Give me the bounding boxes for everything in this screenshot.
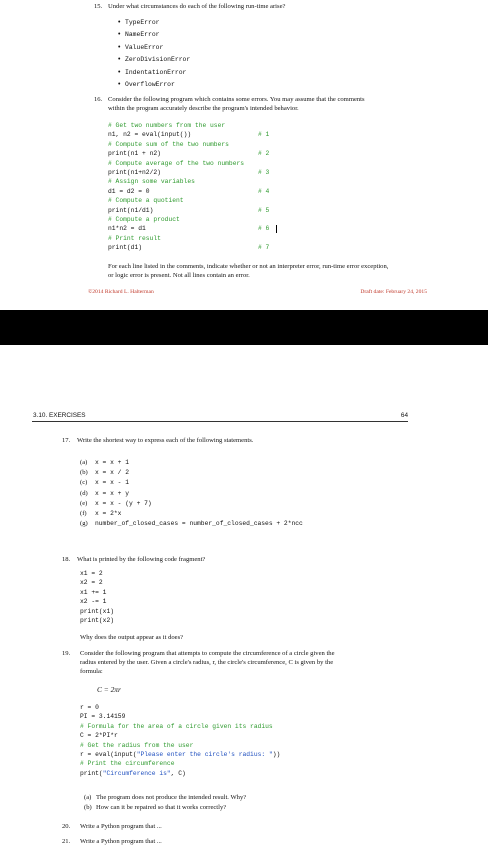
code-line: x2 -= 1 [80, 598, 107, 606]
code-line: r = 0 [80, 704, 99, 711]
line-number-comment: # 7 [258, 244, 270, 252]
part-code: x = x + y [95, 489, 130, 497]
q19-text-line2: radius entered by the user. Given a circle's radius, r, the circle's circumference, C is given by the [80, 659, 334, 666]
q17-text: Write the shortest way to express each of the following statements. [77, 437, 254, 444]
error-item: • OverflowError [118, 79, 190, 91]
code-comment [108, 215, 278, 224]
code-string: "Circumference is" [102, 769, 171, 777]
part-code: x = x + 1 [95, 459, 130, 466]
code-text: print(n1/d1) [108, 206, 154, 214]
q15-text: Under what circumstances do each of the following run-time arise? [108, 3, 286, 10]
page-top [0, 0, 488, 310]
code-comment: # Get the radius from the user [80, 741, 194, 749]
q19-part-a [84, 794, 246, 802]
code-text: print(n1+n2/2) [108, 168, 161, 176]
q20-text: Write a Python program that ... [80, 823, 162, 830]
code-comment [108, 177, 278, 186]
header-rule [32, 421, 408, 422]
q18-number: 18. [62, 556, 71, 563]
q16-text-line1: Consider the following program which contains some errors. You may assume that the comments [108, 96, 365, 103]
q18-code-block [80, 569, 114, 625]
q19-code-block [80, 703, 280, 778]
code-text: # Print result [108, 234, 161, 242]
code-comment [108, 121, 278, 130]
code-comment [108, 159, 278, 168]
code-line [108, 206, 278, 215]
draft-date-footer: Draft date: February 24, 2015 [360, 289, 427, 295]
line-number-comment: # 5 [258, 206, 270, 214]
code-text: # Get two numbers from the user [108, 122, 226, 129]
code-line: print(x1) [80, 607, 115, 615]
code-line: x1 = 2 [80, 570, 103, 577]
error-item: • NameError [118, 29, 190, 41]
q16-text-line2: within the program accurately describe the program's intended behavior. [108, 105, 299, 112]
line-number-comment: # 2 [258, 150, 270, 158]
code-fragment: )) [272, 751, 281, 759]
code-text: # Compute average of the two numbers [108, 159, 245, 167]
q19-part-b [84, 804, 226, 812]
code-text: d1 = d2 = 0 [108, 187, 150, 195]
code-line [108, 243, 278, 252]
q16-code-block [108, 121, 278, 252]
part-code: x = 2*x [95, 509, 122, 517]
line-number-comment: # 4 [258, 187, 270, 195]
code-line: x2 = 2 [80, 579, 103, 587]
code-string: "Please enter the circle's radius: " [136, 751, 273, 759]
code-text: print(n1 + n2) [108, 150, 161, 158]
code-comment [108, 140, 278, 149]
line-number-comment: # 1 [258, 131, 270, 139]
part-code: x = x - 1 [95, 479, 130, 487]
code-line [108, 224, 278, 233]
part-label: (b) [80, 469, 88, 477]
part-label: (e) [80, 499, 88, 507]
code-line [108, 187, 278, 196]
line-number-comment: # 3 [258, 168, 270, 176]
part-text: The program does not produce the intended result. Why? [96, 794, 247, 801]
section-header: 3.10. EXERCISES [33, 412, 86, 419]
q19-number: 19. [62, 650, 71, 657]
code-line [80, 769, 280, 778]
code-text: # Assign some variables [108, 178, 195, 186]
error-item: • IndentationError [118, 67, 190, 79]
part-code: x = x / 2 [95, 469, 130, 477]
q18-followup: Why does the output appear as it does? [80, 634, 184, 641]
part-code: x = x - (y + 7) [95, 499, 152, 507]
q15-number: 15. [94, 3, 103, 10]
error-item: • TypeError [118, 17, 190, 29]
code-fragment: r = eval(input( [80, 751, 137, 759]
part-label: (b) [84, 804, 92, 811]
part-label: (a) [84, 794, 92, 801]
code-fragment: print( [80, 769, 103, 777]
q16-after-line1: For each line listed in the comments, indicate whether or not an interpreter error, run-time error exception, [108, 263, 389, 270]
code-comment: # Formula for the area of a circle given its radius [80, 722, 273, 730]
q16-number: 16. [94, 96, 103, 103]
code-line [80, 750, 280, 759]
code-fragment: , C) [170, 769, 186, 777]
error-list [118, 17, 190, 91]
part-code: number_of_closed_cases = number_of_closed_cases + 2*ncc [95, 520, 303, 528]
q19-text-line1: Consider the following program that attempts to compute the circumference of a circle given the [80, 650, 335, 657]
page-bottom [0, 345, 488, 850]
code-comment [108, 196, 278, 205]
q21-number: 21. [62, 838, 71, 845]
q19-text-line3: formula: [80, 668, 103, 675]
part-label: (f) [80, 509, 87, 517]
q18-text: What is printed by the following code fragment? [77, 556, 206, 563]
code-text: # Compute sum of the two numbers [108, 140, 229, 148]
code-line: PI = 3.14159 [80, 713, 126, 721]
code-text: n1*n2 = d1 [108, 225, 146, 233]
part-label: (d) [80, 489, 88, 497]
code-text: print(d1) [108, 244, 143, 252]
q17-parts [80, 451, 303, 528]
q21-text: Write a Python program that ... [80, 838, 162, 845]
q20-number: 20. [62, 823, 71, 830]
part-label: (c) [80, 479, 88, 487]
code-text: n1, n2 = eval(input()) [108, 131, 192, 139]
error-item: • ValueError [118, 42, 190, 54]
error-item: • ZeroDivisionError [118, 54, 190, 66]
q19-formula: C = 2πr [97, 685, 121, 694]
code-comment [108, 234, 278, 243]
part-label: (g) [80, 520, 88, 528]
code-text: # Compute a quotient [108, 197, 184, 205]
code-line [108, 130, 278, 139]
part-label: (a) [80, 459, 88, 466]
code-line: C = 2*PI*r [80, 732, 118, 740]
page-gap-edge [0, 310, 6, 345]
line-number-comment: # 6 [258, 225, 270, 233]
code-line: print(x2) [80, 617, 115, 625]
code-line: x1 += 1 [80, 588, 107, 596]
text-cursor [276, 225, 277, 233]
copyright-footer: ©2014 Richard L. Halterman [88, 289, 154, 295]
q16-after-line2: or logic error is present. Not all lines contain an error. [108, 272, 250, 279]
code-line [108, 149, 278, 158]
code-line [108, 168, 278, 177]
code-comment: # Print the circumference [80, 760, 175, 768]
part-text: How can it be repaired so that it works correctly? [96, 804, 227, 811]
page-number: 64 [400, 412, 408, 419]
q17-number: 17. [62, 437, 71, 444]
code-text: # Compute a product [108, 215, 180, 223]
